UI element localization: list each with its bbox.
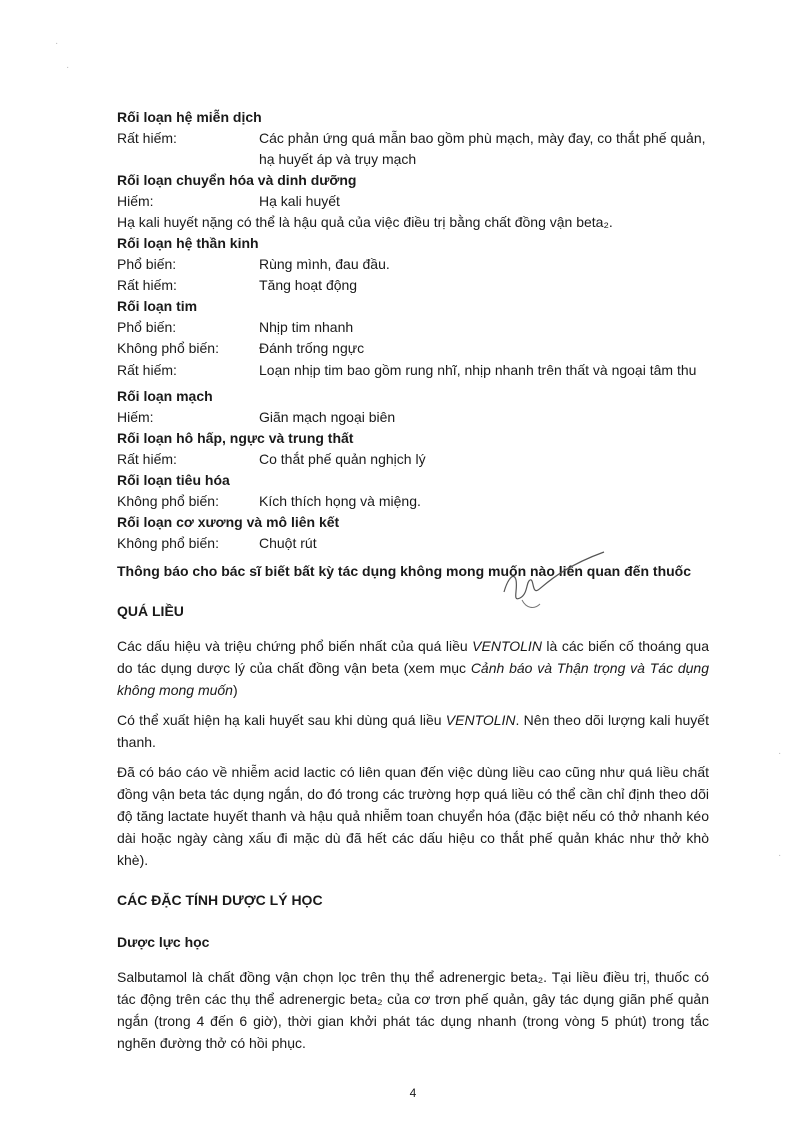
text-run: Có thể xuất hiện hạ kali huyết sau khi dùng quá liều <box>117 712 446 728</box>
effect-row <box>117 275 709 296</box>
effect-row <box>117 407 709 428</box>
frequency-label: Không phổ biến: <box>117 340 219 356</box>
effect-row <box>117 317 709 338</box>
effect-text: Các phản ứng quá mẫn bao gồm phù mạch, mày đay, co thắt phế quản, hạ huyết áp và trụy mạch <box>259 130 706 167</box>
effect-text: Nhịp tim nhanh <box>259 319 354 335</box>
section-heading: Rối loạn tim <box>117 298 198 314</box>
page-number: 4 <box>409 1086 417 1100</box>
section-heading: Rối loạn hệ thần kinh <box>117 235 259 251</box>
effect-text: Chuột rút <box>259 535 317 551</box>
overdose-paragraph: Đã có báo cáo về nhiễm acid lactic có liên quan đến việc dùng liều cao cũng như quá liều chất đồng vận beta tác dụng ngắn, do đó trong các trường hợp quá liều có thể cần chỉ định theo dõi độ tăng lactate huyết thanh và hậu quả nhiễm toan chuyển hóa (đặc biệt nếu có thở nhanh kéo dài hoặc ngày càng xấu đi mặc dù đã hết các dấu hiệu co thắt phế quản khác như thở khò khè). <box>117 764 709 868</box>
section-heading: Rối loạn chuyển hóa và dinh dưỡng <box>117 172 357 188</box>
effect-row <box>117 128 709 170</box>
frequency-label: Hiếm: <box>117 409 154 425</box>
cross-reference: Cảnh báo và Thận trọng và Tác dụng không mong muốn <box>117 660 709 698</box>
scan-speck: · <box>778 850 782 861</box>
frequency-label: Không phổ biến: <box>117 493 219 509</box>
effect-text: Tăng hoạt động <box>259 277 358 293</box>
text-run: ) <box>232 682 238 698</box>
frequency-label: Hiếm: <box>117 193 154 209</box>
document-page <box>117 107 709 1054</box>
effect-text: Loạn nhịp tim bao gồm rung nhĩ, nhịp nhanh trên thất và ngoại tâm thu <box>259 362 697 378</box>
frequency-label: Phổ biến: <box>117 319 177 335</box>
effect-text: Giãn mạch ngoại biên <box>259 409 396 425</box>
overdose-paragraph <box>117 709 709 753</box>
effect-note: Hạ kali huyết nặng có thể là hậu quả của việc điều trị bằng chất đồng vận beta₂. <box>117 214 613 230</box>
handwritten-signature <box>500 550 610 620</box>
report-notice: Thông báo cho bác sĩ biết bất kỳ tác dụng không mong muốn nào liên quan đến thuốc <box>117 563 692 579</box>
scan-speck: · <box>55 38 59 49</box>
overdose-paragraph <box>117 635 709 701</box>
text-run: . Nên theo dõi lượng kali huyết thanh. <box>117 712 709 750</box>
scan-speck: · <box>66 62 70 73</box>
effect-row <box>117 254 709 275</box>
section-heading: Rối loạn mạch <box>117 388 213 404</box>
adverse-effects-list <box>117 107 709 554</box>
frequency-label: Không phổ biến: <box>117 535 219 551</box>
frequency-label: Rất hiếm: <box>117 451 177 467</box>
section-heading: Rối loạn cơ xương và mô liên kết <box>117 514 340 530</box>
frequency-label: Rất hiếm: <box>117 130 177 146</box>
effect-text: Co thắt phế quản nghịch lý <box>259 451 426 467</box>
frequency-label: Rất hiếm: <box>117 362 177 378</box>
section-heading: Rối loạn hệ miễn dịch <box>117 109 262 125</box>
effect-row <box>117 449 709 470</box>
effect-row <box>117 359 709 381</box>
effect-text: Hạ kali huyết <box>259 193 340 209</box>
effect-row <box>117 338 709 359</box>
effect-row <box>117 533 709 554</box>
effect-text: Đánh trống ngực <box>259 340 365 356</box>
text-run: là các biến cố thoáng qua do tác dụng dược lý của chất đồng vận beta (xem mục <box>117 638 709 676</box>
frequency-label: Phổ biến: <box>117 256 177 272</box>
effect-row <box>117 491 709 512</box>
overdose-title: QUÁ LIỀU <box>117 603 184 619</box>
section-heading: Rối loạn tiêu hóa <box>117 472 230 488</box>
section-heading: Rối loạn hô hấp, ngực và trung thất <box>117 430 354 446</box>
brand-name: VENTOLIN <box>445 712 516 728</box>
effect-text: Rùng mình, đau đầu. <box>259 256 390 272</box>
brand-name: VENTOLIN <box>472 638 542 654</box>
frequency-label: Rất hiếm: <box>117 277 177 293</box>
pharmacodynamics-subtitle: Dược lực học <box>117 934 210 950</box>
text-run: Các dấu hiệu và triệu chứng phổ biến nhất của quá liều <box>117 638 473 654</box>
effect-text: Kích thích họng và miệng. <box>259 493 421 509</box>
pharmacodynamics-paragraph: Salbutamol là chất đồng vận chọn lọc trên thụ thể adrenergic beta₂. Tại liều điều trị, thuốc có tác động trên các thụ thể adrenergic beta₂ của cơ trơn phế quản, gây tác dụng giãn phế quản ngắn (trong 4 đến 6 giờ), thời gian khởi phát tác dụng nhanh (trong vòng 5 phút) trong tắc nghẽn đường thở có hồi phục. <box>117 969 709 1051</box>
effect-row <box>117 191 709 212</box>
pharmacology-title: CÁC ĐẶC TÍNH DƯỢC LÝ HỌC <box>117 892 323 908</box>
scan-speck: · <box>778 748 782 759</box>
